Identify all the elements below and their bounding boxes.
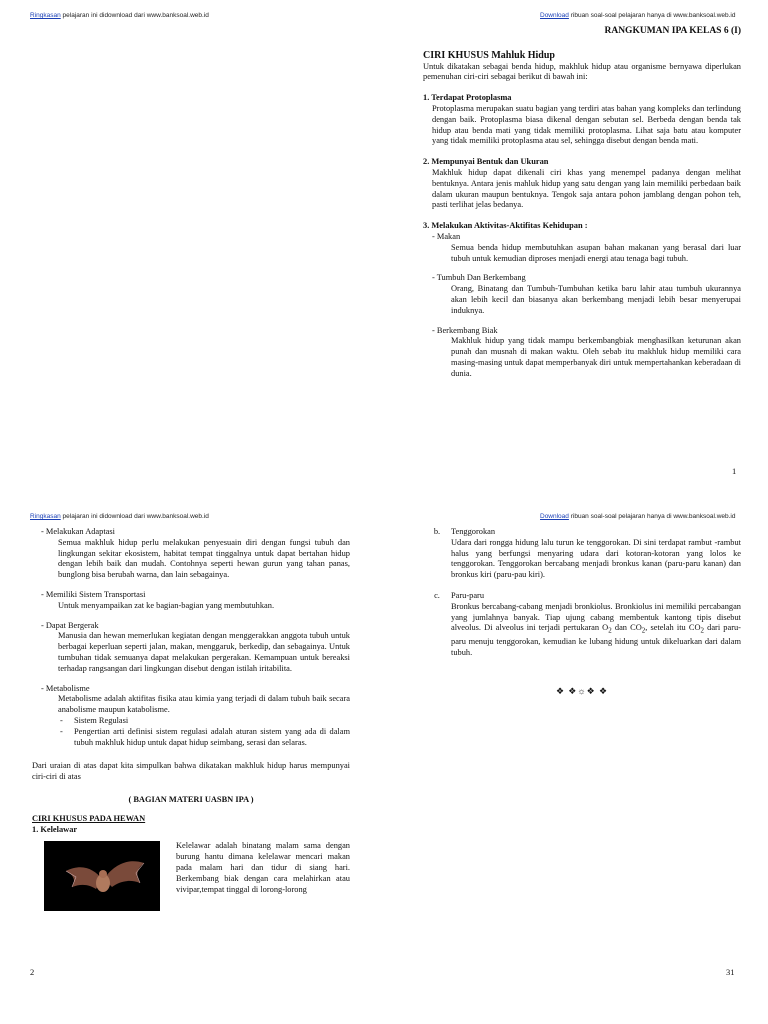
bat-paragraph: Kelelawar adalah binatang malam sama dengan burung hantu dimana kelelawar mencari makan pada malam hari dan tidur di siang hari. Berkembang biak dengan cara melahirkan atau vivipar,tempat tinggal di lorong-lorong [176, 841, 350, 894]
paragraph-metabolisme: Metabolisme adalah aktifitas fisika atau kimia yang terjadi di dalam tubuh baik secara anabolisme maupun katabolisme. [58, 694, 350, 715]
page-31 [423, 527, 741, 697]
sub-heading-berkembang-biak: - Berkembang Biak [432, 325, 498, 335]
animal-heading: CIRI KHUSUS PADA HEWAN [32, 813, 146, 823]
header-bottom-left [30, 513, 209, 520]
paragraph-protoplasma: Protoplasma merupakan suatu bagian yang terdiri atas bahan yang kompleks dan terlindung dengan baik. Protoplasma biasa dikenal dengan sebutan sel. Berbeda dengan benda tak hidup atau benda mati yang tidak memiliki protoplasma. Lihat saja batu atau komputer yang tidak memiliki protoplasma atau sel, sehingga disebut dengan benda mati. [432, 103, 741, 146]
paragraph-bergerak: Manusia dan hewan memerlukan kegiatan dengan menggerakkan anggota tubuh untuk berbagai keperluan seperti jalan, makan, menggaruk, berkedip, dan sebagainya. Untuk tumbuhan tidak semuanya dapat melakukan pergerakan. Kemampuan untuk bereaksi terhadap rangsangan dari lingkungan disebut dengan istilah iritabilita. [58, 631, 350, 673]
header-text: pelajaran ini didownload dari www.banksoal.web.id [60, 12, 209, 19]
decorative-divider: ❖ ❖☼❖ ❖ [555, 686, 609, 697]
sub-heading-metabolisme: - Metabolisme [41, 683, 90, 693]
conclusion-paragraph: Dari uraian di atas dapat kita simpulkan bahwa dikatakan makhluk hidup harus mempunyai ciri-ciri di atas [32, 761, 350, 782]
list-item: - Pengertian arti definisi sistem regulasi adalah aturan sistem yang ada di dalam tubuh makhluk hidup untuk dapat hidup seimbang, serasi dan selaras. [60, 726, 350, 747]
paragraph-berkembang-biak: Makhluk hidup yang tidak mampu berkembangbiak menghasilkan keturunan akan punah dan musnah di makan waktu. Oleh sebab itu makhluk hidup memiliki cara masing-masing untuk dapat memperbanyak diri untuk mempertahankan keberadaan di dunia. [451, 336, 741, 378]
list-item-text: Sistem Regulasi [74, 715, 129, 725]
sub-heading-tumbuh: - Tumbuh Dan Berkembang [432, 273, 526, 283]
heading-protoplasma: 1. Terdapat Protoplasma [423, 93, 512, 103]
section-heading: CIRI KHUSUS Mahluk Hidup [423, 49, 555, 61]
sub-heading-adaptasi: - Melakukan Adaptasi [41, 527, 115, 536]
intro-paragraph: Untuk dikatakan sebagai benda hidup, makhluk hidup atau organisme bernyawa diperlukan pemenuhan ciri-ciri sebagai berikut di bawah ini: [423, 61, 741, 82]
heading-aktivitas: 3. Melakukan Aktivitas-Aktifitas Kehidupan : [423, 221, 588, 231]
center-heading: ( BAGIAN MATERI UASBN IPA ) [128, 794, 254, 804]
animal-item-heading: 1. Kelelawar [32, 824, 78, 834]
header-top-right [540, 12, 736, 19]
paragraph-tumbuh: Orang, Binatang dan Tumbuh-Tumbuhan ketika baru lahir atau tumbuh ukurannya akan lebih kecil dan biasanya akan berkembang menjadi lebih besar menyerupai induknya. [451, 284, 741, 315]
download-link[interactable]: Download [540, 513, 569, 520]
download-link[interactable]: Download [540, 12, 569, 19]
bat-icon [44, 841, 160, 911]
list-item-text: Pengertian arti definisi sistem regulasi adalah aturan sistem yang ada di dalam tubuh makhluk hidup untuk dapat hidup seimbang, serasi dan selaras. [74, 726, 350, 747]
paragraph-bentuk: Makhluk hidup dapat dikenali ciri khas yang menempel padanya dengan melihat bentuknya. Antara jenis mahluk hidup yang satu dengan yang lain memiliki perbedaan baik dalam ukuran maupun bentuknya. Tengok saja antara pohon jamblang dengan pohon teh, pasti terlihat jelas bedanya. [432, 167, 741, 210]
bat-photo [44, 841, 160, 911]
sub-heading-transportasi: - Memiliki Sistem Transportasi [41, 589, 146, 599]
item-paragraph: Udara dari rongga hidung lalu turun ke tenggorokan. Di sini terdapat rambut -rambut halus yang berfungsi menyaring udara dari kotoran-kotoran yang lolos ke tenggorokan. Tenggorokan bercabang menjadi bronkus kanan (paru-paru kanan) dan bronkus kiri (paru-pau kiri). [451, 537, 741, 580]
list-letter: c. [434, 590, 440, 600]
list-item-paru-paru [423, 591, 741, 658]
page-number: 31 [726, 967, 735, 977]
page-title: RANGKUMAN IPA KELAS 6 (I) [604, 26, 741, 36]
item-paragraph: Bronkus bercabang-cabang menjadi bronkiolus. Bronkiolus ini memiliki percabangan yang jumlahnya banyak. Tiap ujung cabang membentuk kantong tipis disebut alveolus. Di alveolus ini terjadi pertukaran $O_2$ dan $CO_2$, setelah itu $CO_2$ dari paru-paru menuju tenggorokan, kemudian ke lubang hidung untuk dikeluarkan dari dalam tubuh. [451, 601, 741, 657]
sub-heading-bergerak: - Dapat Bergerak [41, 620, 99, 630]
paragraph-transportasi: Untuk menyampaikan zat ke bagian-bagian yang membutuhkan. [58, 600, 275, 610]
header-bottom-right [540, 513, 736, 520]
header-top-left [30, 12, 209, 19]
page-1 [423, 26, 741, 380]
ringkasan-link[interactable]: Ringkasan [30, 12, 61, 19]
item-title: Paru-paru [451, 590, 485, 600]
header-text: ribuan soal-soal pelajaran hanya di www.banksoal.web.id [568, 12, 736, 19]
paragraph-adaptasi: Semua makhluk hidup perlu melakukan penyesuain diri dengan fungsi tubuh dan lingkungan sekitar ekosistem, habitat tempat tinggalnya untuk dapat bertahan hidup dengan lebih baik dan mudah. Contohnya seperti hewan gurun yang tahan panas, bunglong bisa berubah warna, dan lain sebagainya. [58, 537, 350, 580]
paragraph-makan: Semua benda hidup membutuhkan asupan bahan makanan yang berasal dari luar tubuh untuk kemudian diproses menjadi energi atau tenaga bagi tubuh. [451, 242, 741, 263]
sub-heading-makan: - Makan [432, 231, 461, 241]
bat-section [32, 841, 350, 911]
list-item: - Sistem Regulasi [32, 716, 350, 727]
header-text: ribuan soal-soal pelajaran hanya di www.banksoal.web.id [568, 513, 736, 520]
page-number: 2 [30, 967, 35, 977]
ringkasan-link[interactable]: Ringkasan [30, 513, 61, 520]
header-text: pelajaran ini didownload dari www.banksoal.web.id [60, 513, 209, 520]
list-item-tenggorokan [423, 527, 741, 581]
page-2 [32, 527, 350, 911]
heading-bentuk: 2. Mempunyai Bentuk dan Ukuran [423, 157, 549, 167]
list-letter: b. [433, 527, 441, 536]
item-title: Tenggorokan [451, 527, 496, 536]
page-number: 1 [732, 466, 737, 476]
